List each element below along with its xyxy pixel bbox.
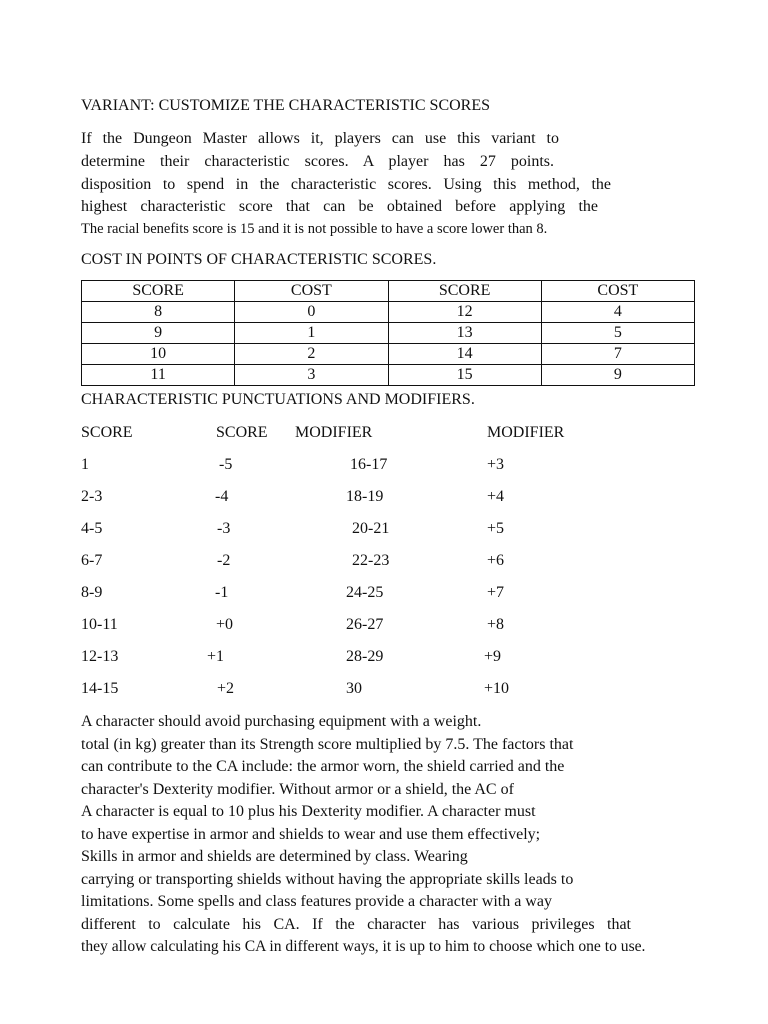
mod-score-left: 14-15 bbox=[81, 680, 119, 697]
mod-modifier-left: -5 bbox=[219, 456, 233, 473]
cost-header-score-2: SCORE bbox=[388, 281, 541, 302]
cost-title: COST IN POINTS OF CHARACTERISTIC SCORES. bbox=[81, 251, 437, 268]
intro-line-1: If the Dungeon Master allows it, players can use this variant to bbox=[81, 130, 559, 147]
mod-score-right: 18-19 bbox=[346, 488, 384, 505]
mod-modifier-right: +5 bbox=[487, 520, 505, 537]
cost-table-row bbox=[82, 302, 695, 323]
cost-cell: 12 bbox=[388, 302, 541, 323]
mod-modifier-left: +0 bbox=[216, 616, 234, 633]
cost-cell: 8 bbox=[82, 302, 235, 323]
body-line-1: A character should avoid purchasing equipment with a weight. bbox=[81, 713, 482, 730]
mod-score-right: 30 bbox=[346, 680, 362, 697]
mod-modifier-right: +6 bbox=[487, 552, 505, 569]
mod-score-left: 12-13 bbox=[81, 648, 119, 665]
mod-modifier-left: +2 bbox=[217, 680, 235, 697]
mod-modifier-left: -3 bbox=[217, 520, 231, 537]
modifier-row bbox=[0, 583, 768, 603]
cost-table-header-row bbox=[82, 281, 695, 302]
mod-header-modifier-2: MODIFIER bbox=[487, 424, 565, 441]
modifier-row bbox=[0, 519, 768, 539]
body-line-2: total (in kg) greater than its Strength score multiplied by 7.5. The factors that bbox=[81, 736, 574, 753]
mod-modifier-left: -4 bbox=[215, 488, 229, 505]
modifier-row bbox=[0, 487, 768, 507]
cost-cell: 15 bbox=[388, 365, 541, 386]
cost-cell: 9 bbox=[82, 323, 235, 344]
modifier-row bbox=[0, 647, 768, 667]
body-line-6: to have expertise in armor and shields to wear and use them effectively; bbox=[81, 826, 541, 843]
cost-cell: 7 bbox=[541, 344, 694, 365]
mod-modifier-left: -2 bbox=[217, 552, 231, 569]
modifiers-header-row bbox=[0, 423, 768, 443]
body-line-3: can contribute to the CA include: the armor worn, the shield carried and the bbox=[81, 758, 565, 775]
body-line-9: limitations. Some spells and class features provide a character with a way bbox=[81, 893, 552, 910]
mod-score-left: 6-7 bbox=[81, 552, 103, 569]
modifier-row bbox=[0, 615, 768, 635]
cost-table-row bbox=[82, 344, 695, 365]
body-line-4: character's Dexterity modifier. Without armor or a shield, the AC of bbox=[81, 781, 514, 798]
cost-cell: 10 bbox=[82, 344, 235, 365]
mod-header-score-2: SCORE bbox=[216, 424, 268, 441]
modifier-row bbox=[0, 679, 768, 699]
mod-modifier-right: +10 bbox=[484, 680, 510, 697]
modifier-row bbox=[0, 551, 768, 571]
mod-header-score-1: SCORE bbox=[81, 424, 133, 441]
body-line-7: Skills in armor and shields are determined by class. Wearing bbox=[81, 848, 468, 865]
mod-modifier-right: +3 bbox=[487, 456, 505, 473]
variant-title: VARIANT: CUSTOMIZE THE CHARACTERISTIC SCORES bbox=[81, 97, 491, 114]
modifiers-title: CHARACTERISTIC PUNCTUATIONS AND MODIFIERS. bbox=[81, 391, 475, 408]
mod-score-left: 4-5 bbox=[81, 520, 103, 537]
intro-line-5: The racial benefits score is 15 and it is not possible to have a score lower than 8. bbox=[81, 221, 548, 237]
intro-line-2: determine their characteristic scores. A player has 27 points. bbox=[81, 153, 554, 170]
cost-table bbox=[81, 280, 695, 386]
cost-header-cost-1: COST bbox=[235, 281, 388, 302]
intro-line-4: highest characteristic score that can be obtained before applying the bbox=[81, 198, 598, 215]
mod-score-right: 20-21 bbox=[352, 520, 390, 537]
body-line-8: carrying or transporting shields without having the appropriate skills leads to bbox=[81, 871, 574, 888]
cost-cell: 14 bbox=[388, 344, 541, 365]
mod-score-right: 22-23 bbox=[352, 552, 390, 569]
cost-cell: 1 bbox=[235, 323, 388, 344]
mod-score-right: 16-17 bbox=[350, 456, 388, 473]
mod-score-left: 10-11 bbox=[81, 616, 118, 633]
cost-table-row bbox=[82, 323, 695, 344]
mod-modifier-right: +4 bbox=[487, 488, 505, 505]
cost-cell: 4 bbox=[541, 302, 694, 323]
mod-score-left: 1 bbox=[81, 456, 89, 473]
cost-cell: 2 bbox=[235, 344, 388, 365]
mod-modifier-right: +7 bbox=[487, 584, 505, 601]
modifier-row bbox=[0, 455, 768, 475]
body-line-11: they allow calculating his CA in different ways, it is up to him to choose which one to use. bbox=[81, 938, 646, 955]
cost-table-row bbox=[82, 365, 695, 386]
mod-modifier-right: +9 bbox=[484, 648, 502, 665]
mod-score-right: 28-29 bbox=[346, 648, 384, 665]
cost-cell: 11 bbox=[82, 365, 235, 386]
cost-cell: 3 bbox=[235, 365, 388, 386]
mod-score-left: 2-3 bbox=[81, 488, 103, 505]
cost-header-cost-2: COST bbox=[541, 281, 694, 302]
mod-score-left: 8-9 bbox=[81, 584, 103, 601]
cost-cell: 9 bbox=[541, 365, 694, 386]
cost-header-score-1: SCORE bbox=[82, 281, 235, 302]
mod-modifier-left: -1 bbox=[215, 584, 229, 601]
mod-score-right: 26-27 bbox=[346, 616, 384, 633]
intro-line-3: disposition to spend in the characteristic scores. Using this method, the bbox=[81, 176, 611, 193]
mod-header-modifier-1: MODIFIER bbox=[295, 424, 373, 441]
mod-score-right: 24-25 bbox=[346, 584, 384, 601]
cost-cell: 5 bbox=[541, 323, 694, 344]
cost-cell: 0 bbox=[235, 302, 388, 323]
mod-modifier-right: +8 bbox=[487, 616, 505, 633]
body-line-10: different to calculate his CA. If the character has various privileges that bbox=[81, 916, 631, 933]
mod-modifier-left: +1 bbox=[207, 648, 225, 665]
cost-cell: 13 bbox=[388, 323, 541, 344]
body-line-5: A character is equal to 10 plus his Dexterity modifier. A character must bbox=[81, 803, 536, 820]
